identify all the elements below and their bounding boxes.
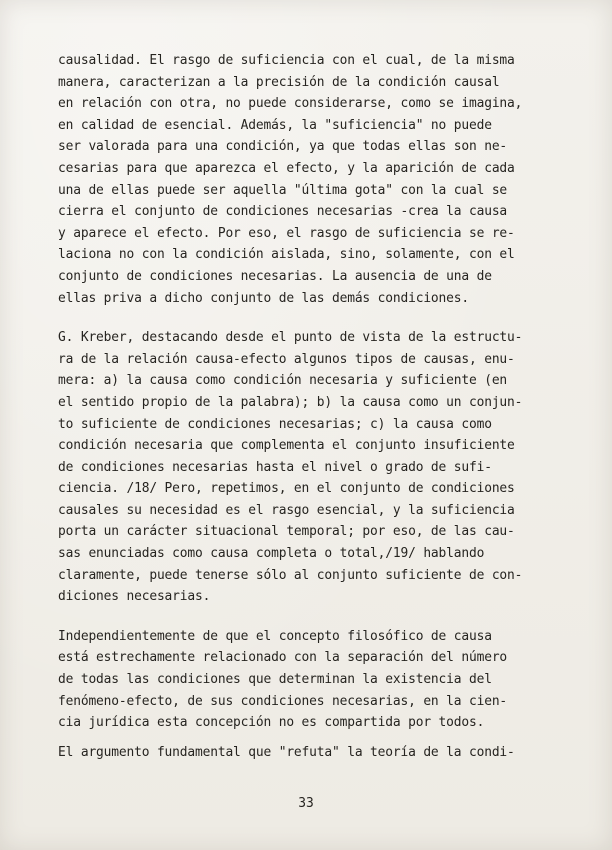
text-line: en relación con otra, no puede considerarse, como se imagina, — [58, 96, 523, 112]
text-line: ra de la relación causa-efecto algunos tipos de causas, enu- — [58, 351, 515, 367]
text-line: cierra el conjunto de condiciones necesarias -crea la causa — [58, 204, 508, 220]
text-line: de condiciones necesarias hasta el nivel o grado de sufi- — [58, 459, 492, 475]
text-line: está estrechamente relacionado con la separación del número — [58, 650, 508, 666]
page-number: 33 — [298, 796, 314, 811]
paragraph-gap — [58, 309, 580, 327]
text-line: manera, caracterizan a la precisión de la condición causal — [58, 74, 500, 90]
text-line: en calidad de esencial. Además, la "suficiencia" no puede — [58, 117, 492, 133]
text-line: diciones necesarias. — [58, 589, 211, 605]
text-line: claramente, puede tenerse sólo al conjunto suficiente de con- — [58, 567, 523, 583]
text-line: el sentido propio de la palabra); b) la causa como un conjun- — [58, 394, 523, 410]
text-line: causales su necesidad es el rasgo esencial, y la suficiencia — [58, 502, 515, 518]
paragraph-4 — [58, 742, 580, 764]
text-line: causalidad. El rasgo de suficiencia con el cual, de la misma — [58, 53, 515, 68]
text-line: G. Kreber, destacando desde el punto de vista de la estructu- — [58, 330, 523, 346]
paragraph-3 — [58, 626, 580, 734]
text-line: Independientemente de que el concepto filosófico de causa — [58, 628, 492, 644]
paragraph-gap — [58, 734, 580, 742]
text-line: laciona no con la condición aislada, sino, solamente, con el — [58, 247, 515, 263]
paragraph-2 — [58, 327, 580, 608]
page-body-text — [58, 50, 580, 763]
text-line: El argumento fundamental que "refuta" la teoría de la condi- — [58, 744, 515, 760]
paragraph-gap — [58, 608, 580, 626]
text-line: ser valorada para una condición, ya que todas ellas son ne- — [58, 139, 508, 155]
text-line: cia jurídica esta concepción no es compartida por todos. — [58, 715, 485, 731]
text-line: mera: a) la causa como condición necesaria y suficiente (en — [58, 373, 508, 389]
text-line: de todas las condiciones que determinan la existencia del — [58, 672, 492, 688]
text-line: una de ellas puede ser aquella "última gota" con la cual se — [58, 182, 508, 198]
paragraph-1 — [58, 50, 580, 309]
text-line: porta un carácter situacional temporal; por eso, de las cau- — [58, 524, 515, 540]
text-line: condición necesaria que complementa el conjunto insuficiente — [58, 438, 515, 454]
text-line: ellas priva a dicho conjunto de las demás condiciones. — [58, 290, 469, 306]
text-line: cesarias para que aparezca el efecto, y la aparición de cada — [58, 160, 515, 176]
text-line: y aparece el efecto. Por eso, el rasgo de suficiencia se re- — [58, 225, 515, 241]
text-line: fenómeno-efecto, de sus condiciones necesarias, en la cien- — [58, 693, 508, 709]
text-line: ciencia. /18/ Pero, repetimos, en el conjunto de condiciones — [58, 481, 515, 497]
text-line: sas enunciadas como causa completa o total,/19/ hablando — [58, 546, 485, 562]
text-line: conjunto de condiciones necesarias. La ausencia de una de — [58, 268, 492, 284]
text-line: to suficiente de condiciones necesarias; c) la causa como — [58, 416, 492, 432]
